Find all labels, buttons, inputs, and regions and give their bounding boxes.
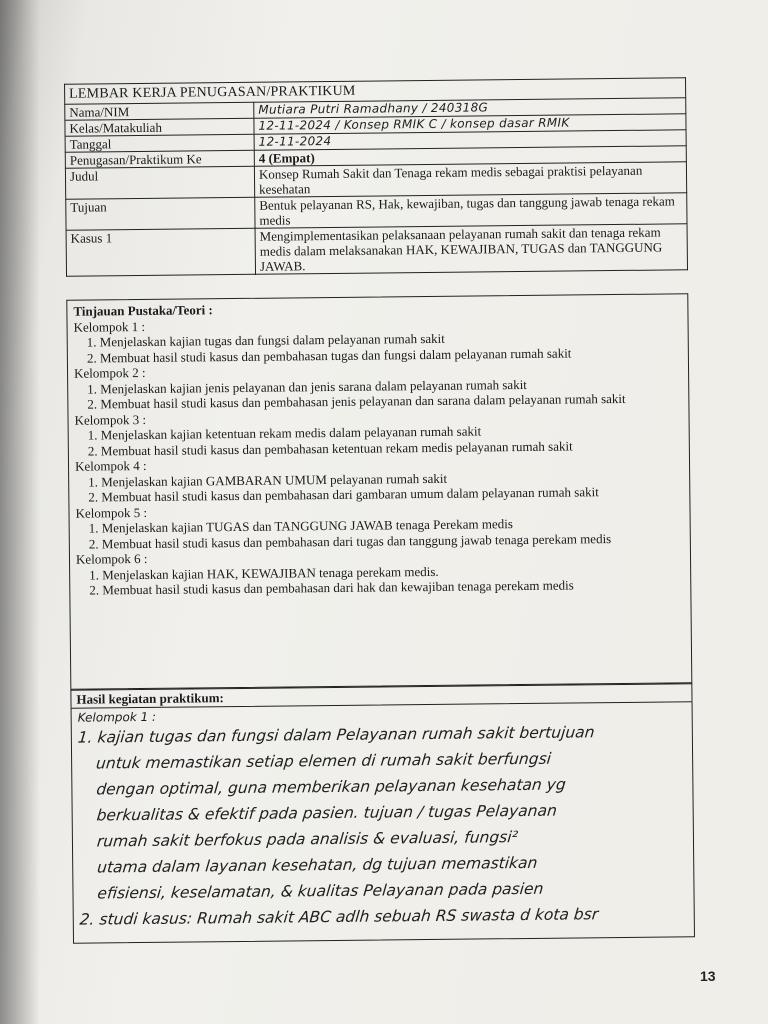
group-name: Kelompok 4 : [74,457,147,474]
group-name: Kelompok 3 : [74,411,147,428]
handwritten-line: 1. kajian tugas dan fungsi dalam Pelayanan rumah sakit bertujuan [77,723,596,747]
group-name: Kelompok 2 : [73,364,146,381]
meta-value: Konsep Rumah Sakit dan Tenaga rekam medis sebagai praktisi pelayanan kesehatan [254,162,686,198]
hasil-heading: Hasil kegiatan praktikum: [70,683,692,708]
meta-value: Mengimplementasikan pelaksanaan pelayanan rumah sakit dan tenaga rekam medis dalam melaksanakan HAK, KEWAJIBAN, TUGAS dan TANGGUNG JAWAB. [255,224,687,275]
list-item: 2. Membuat hasil studi kasus dan pembahasan jenis pelayanan dan sarana dalam pelayanan rumah sakit [100,390,682,412]
worksheet [44,75,721,952]
handwritten-line: utama dalam layanan kesehatan, dg tujuan memastikan [96,853,539,877]
list-item: 2. Membuat hasil studi kasus dan pembahasan ketentuan rekam medis pelayanan rumah sakit [101,437,683,459]
meta-value-handwritten: 12-11-2024 / Konsep RMIK C / konsep dasar RMIK [254,114,686,135]
list-item: 2. Membuat hasil studi kasus dan pembahasan dari gambaran umum dalam pelayanan rumah sakit [101,483,683,505]
handwritten-line: untuk memastikan setiap elemen di rumah sakit berfungsi [95,749,552,773]
meta-label: Nama/NIM [65,102,254,120]
worksheet-title: LEMBAR KERJA PENUGASAN/PRAKTIKUM [64,77,686,104]
group-list [76,514,684,551]
list-item: 1. Menjelaskan kajian tugas dan fungsi dalam pelayanan rumah sakit [100,328,682,350]
meta-value-handwritten: 12-11-2024 [254,130,686,151]
page-number: 13 [700,968,716,984]
handwritten-line: 2. studi kasus: Rumah sakit ABC adlh sebuah RS swasta d kota bsr [78,905,600,929]
hasil-section [71,701,695,944]
page-shadow [0,0,40,1024]
meta-value-handwritten: Mutiara Putri Ramadhany / 240318G [254,98,686,119]
teori-heading: Tinjauan Pustaka/Teori : [73,302,213,319]
list-item: 1. Menjelaskan kajian jenis pelayanan dan jenis sarana dalam pelayanan rumah sakit [100,375,682,397]
handwritten-line: rumah sakit berfokus pada analisis & evaluasi, fungsi² [96,828,519,851]
group-list [76,561,684,598]
meta-table [64,97,688,277]
meta-value: Bentuk pelayanan RS, Hak, kewajiban, tugas dan tanggung jawab tenaga rekam medis [255,193,687,229]
meta-row-kasus [66,224,687,277]
group-list [75,468,683,505]
group-name: Kelompok 6 : [75,550,148,567]
list-item: 1. Menjelaskan kajian HAK, KEWAJIBAN tenaga perekam medis. [102,561,684,583]
list-item: 2. Membuat hasil studi kasus dan pembahasan dari hak dan kewajiban tenaga perekam medis [102,576,684,598]
teori-section [66,293,692,689]
handwritten-line: berkualitas & efektif pada pasien. tujuan / tugas Pelayanan [95,801,558,825]
group-name: Kelompok 5 : [75,504,148,521]
meta-label: Tanggal [65,134,254,152]
meta-label: Penugasan/Praktikum Ke [65,150,254,168]
list-item: 2. Membuat hasil studi kasus dan pembahasan dari tugas dan tanggung jawab tenaga perekam medis [102,530,684,552]
list-item: 2. Membuat hasil studi kasus dan pembahasan tugas dan fungsi dalam pelayanan rumah sakit [100,344,682,366]
list-item: 1. Menjelaskan kajian ketentuan rekam medis dalam pelayanan rumah sakit [101,421,683,443]
list-item: 1. Menjelaskan kajian GAMBARAN UMUM pelayanan rumah sakit [101,468,683,490]
meta-label: Judul [65,166,254,199]
meta-value: 4 (Empat) [254,146,686,167]
meta-label: Tujuan [66,197,255,230]
list-item: 1. Menjelaskan kajian TUGAS dan TANGGUNG JAWAB tenaga Perekam medis [102,514,684,536]
meta-label: Kelas/Matakuliah [65,118,254,136]
hasil-group-name: Kelompok 1 : [77,709,157,725]
handwritten-line: efisiensi, keselamatan, & kualitas Pelayanan pada pasien [96,879,545,903]
handwritten-line: dengan optimal, guna memberikan pelayanan kesehatan yg [95,775,567,799]
group-name: Kelompok 1 : [73,318,146,335]
group-list [74,375,682,412]
meta-label: Kasus 1 [66,228,255,276]
